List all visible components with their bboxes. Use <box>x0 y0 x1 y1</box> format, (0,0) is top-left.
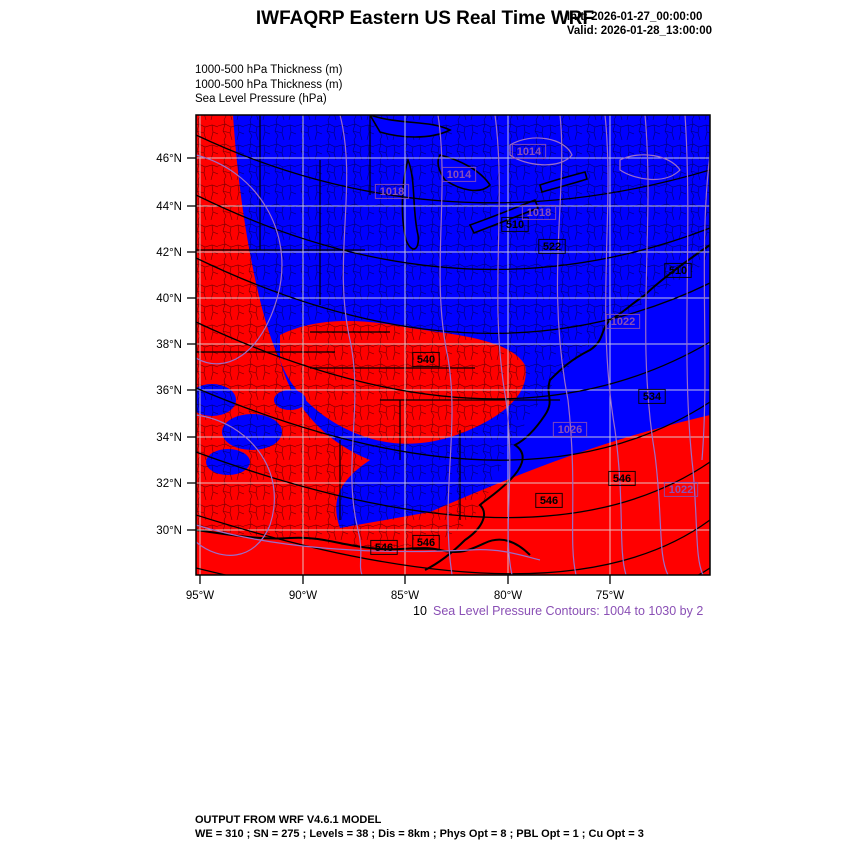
page-title: IWFAQRP Eastern US Real Time WRF <box>255 8 595 29</box>
svg-text:546: 546 <box>612 473 632 485</box>
svg-text:1018: 1018 <box>379 186 405 198</box>
svg-text:1022: 1022 <box>668 484 694 496</box>
svg-text:540: 540 <box>416 354 436 366</box>
model-config-line: WE = 310 ; SN = 275 ; Levels = 38 ; Dis = 8km ; Phys Opt = 8 ; PBL Opt = 1 ; Cu Opt = 3 <box>195 828 644 840</box>
lat-tick-label: 32°N <box>156 478 182 490</box>
legend-line-slp: Sea Level Pressure (hPa) <box>195 93 327 105</box>
init-time: Init: 2026-01-27_00:00:00 <box>566 11 703 23</box>
svg-text:534: 534 <box>642 391 662 403</box>
pressure-contour-label <box>442 167 475 181</box>
lat-tick-label: 44°N <box>156 201 182 213</box>
svg-text:510: 510 <box>668 265 688 277</box>
map-plot-area <box>185 115 710 600</box>
lon-tick-label: 85°W <box>390 590 420 600</box>
lat-tick-label: 30°N <box>156 525 182 537</box>
lon-tick-label: 90°W <box>288 590 318 600</box>
svg-text:1014: 1014 <box>516 146 542 158</box>
lon-tick-label: 80°W <box>493 590 523 600</box>
legend-line-thickness-1: 1000-500 hPa Thickness (m) <box>195 64 343 76</box>
valid-time: Valid: 2026-01-28_13:00:00 <box>566 25 712 37</box>
lat-tick-label: 38°N <box>156 339 182 351</box>
pressure-contour-label <box>375 184 408 198</box>
svg-text:546: 546 <box>416 537 436 549</box>
lat-tick-label: 40°N <box>156 293 182 305</box>
pressure-contour-label <box>553 422 586 436</box>
pressure-contour-label <box>522 205 555 219</box>
svg-text:1018: 1018 <box>526 207 552 219</box>
svg-text:1026: 1026 <box>557 424 583 436</box>
lat-tick-label: 36°N <box>156 385 182 397</box>
svg-text:1022: 1022 <box>610 316 636 328</box>
pressure-contour-label <box>606 314 639 328</box>
pressure-contour-label <box>512 144 545 158</box>
weather-map <box>140 100 720 600</box>
model-version-line: OUTPUT FROM WRF V4.6.1 MODEL <box>195 814 382 826</box>
lat-tick-label: 42°N <box>156 247 182 259</box>
svg-text:522: 522 <box>542 241 562 253</box>
model-info-footer <box>195 813 644 841</box>
lat-tick-label: 46°N <box>156 153 182 165</box>
init-valid-block <box>567 10 712 38</box>
svg-text:510: 510 <box>505 219 525 231</box>
legend-line-thickness-2: 1000-500 hPa Thickness (m) <box>195 78 343 91</box>
svg-text:546: 546 <box>374 542 394 554</box>
lon-tick-label: 95°W <box>185 590 215 600</box>
svg-text:546: 546 <box>539 495 559 507</box>
pressure-contour-label <box>664 482 697 496</box>
lon-tick-label: 75°W <box>595 590 625 600</box>
slp-contour-caption: Sea Level Pressure Contours: 1004 to 1030 by 2 <box>433 604 704 618</box>
thickness-caption-fragment: 10 <box>413 604 427 618</box>
svg-text:1014: 1014 <box>446 169 472 181</box>
lat-tick-label: 34°N <box>156 432 182 444</box>
